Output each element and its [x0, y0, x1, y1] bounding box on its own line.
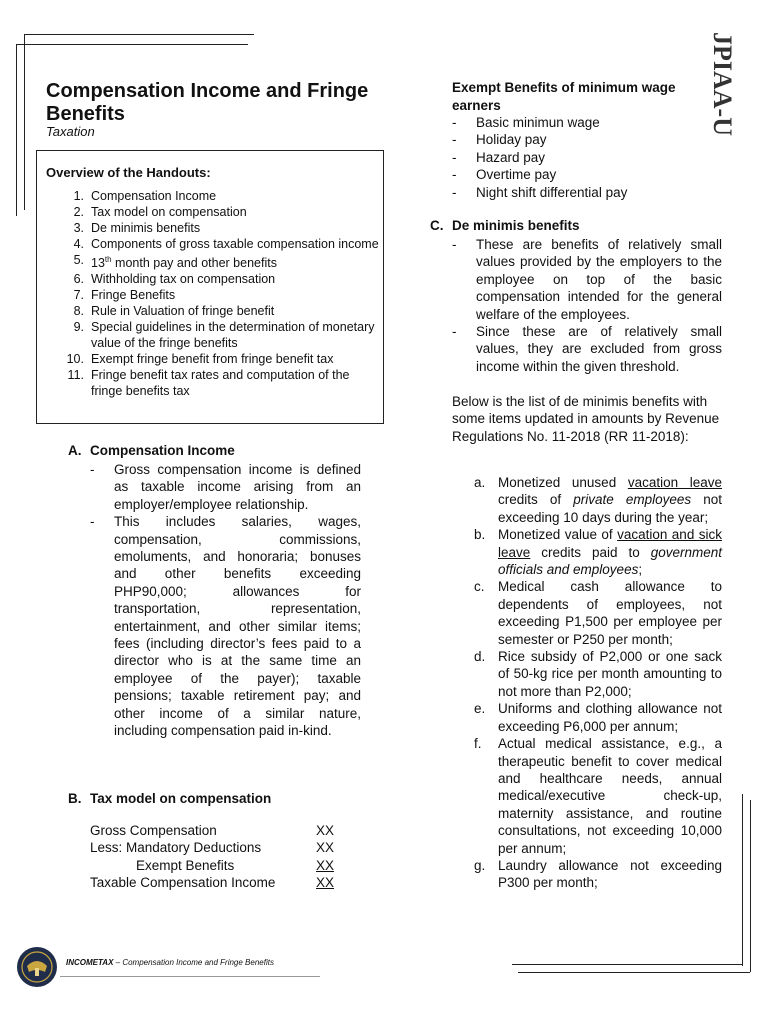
section-a-heading: A. Compensation Income — [68, 443, 235, 458]
table-row: Exempt Benefits XX — [136, 857, 335, 873]
list-item: e. Uniforms and clothing allowance not exceeding P6,000 per annum; — [474, 701, 722, 734]
page-title: Compensation Income and Fringe Benefits — [46, 80, 369, 125]
list-item: 3. De minimis benefits — [73, 221, 201, 235]
list-item: 11. Fringe benefit tax rates and computation of the fringe benefits tax — [67, 368, 350, 399]
frame-line — [24, 34, 25, 210]
footer-text: INCOMETAX – Compensation Income and Fringe Benefits — [66, 958, 274, 967]
list-item: d. Rice subsidy of P2,000 or one sack of 50-kg rice per month amounting to not more than P2,000; — [474, 649, 722, 699]
frame-line — [512, 964, 742, 965]
list-item: 5. 13th month pay and other benefits — [73, 253, 277, 271]
list-item: - Basic minimun wage — [452, 115, 600, 130]
overview-box — [36, 150, 384, 424]
organization-seal-icon — [16, 946, 58, 988]
frame-line — [24, 34, 254, 35]
list-item: c. Medical cash allowance to dependents of employees, not exceeding P1,500 per employee per semester or P250 per month; — [474, 579, 722, 647]
list-item: - Hazard pay — [452, 149, 546, 165]
frame-line — [750, 800, 751, 972]
list-item: g. Laundry allowance not exceeding P300 per month; — [474, 857, 722, 891]
side-label-text: JPIAA-U — [708, 32, 737, 136]
list-item: 8. Rule in Valuation of fringe benefit — [73, 304, 275, 319]
list-item: 10. Exempt fringe benefit from fringe benefit tax — [66, 352, 334, 367]
exempt-list — [452, 114, 722, 201]
list-item: b. Monetized value of vacation and sick leave credits paid to government officials and employees; — [474, 527, 722, 578]
de-minimis-intro: Below is the list of de minimis benefits with some items updated in amounts by Revenue Regulations No. 11-2018 (RR 11-2018): — [452, 394, 720, 444]
list-item: 1. Compensation Income — [73, 189, 217, 203]
list-item: 7. Fringe Benefits — [73, 288, 176, 303]
list-item: - Since these are of relatively small values, they are excluded from gross income within the given threshold. — [452, 324, 722, 374]
list-item: - Holiday pay — [452, 132, 547, 148]
list-item: 4. Components of gross taxable compensation income — [73, 237, 379, 251]
list-item: - Night shift differential pay — [452, 184, 628, 200]
table-row: Gross Compensation XX — [90, 823, 335, 838]
table-row: Taxable Compensation Income XX — [90, 875, 335, 891]
section-b-heading: B. Tax model on compensation — [68, 791, 272, 806]
tax-model-table — [90, 822, 350, 892]
list-item: - This includes salaries, wages, compensation, commissions, emoluments, and honoraria; bonuses and other benefits exceeding PHP90,000; allowances for transportation, representation, entertainment, and other similar items; fees (including director’s fees paid to a director who is at the same time an employee of the payer); taxable pensions; taxable retirement pay; and other income of a similar nature, including compensation paid in-kind. — [90, 514, 361, 739]
overview-heading: Overview of the Handouts: — [46, 165, 211, 180]
list-item: - Overtime pay — [452, 167, 557, 183]
exempt-heading: Exempt Benefits of minimum wage earners — [452, 80, 676, 113]
section-c-list — [452, 236, 722, 375]
page-subtitle: Taxation — [46, 124, 95, 139]
list-item: f. Actual medical assistance, e.g., a therapeutic benefit to cover medical and healthcare needs, annual medical/executive check-up, maternity assistance, and routine consultations, not exceeding 10,000 per annum; — [474, 736, 722, 856]
list-item: - Gross compensation income is defined as taxable income arising from an employer/employee relationship. — [90, 462, 361, 512]
section-c-heading: C. De minimis benefits — [430, 218, 580, 233]
list-item: - These are benefits of relatively small values provided by the employers to the employee on top of the basic compensation intended for the general welfare of the employees. — [452, 237, 722, 322]
list-item: 9. Special guidelines in the determination of monetary value of the fringe benefits — [73, 320, 375, 351]
section-a-list — [90, 461, 361, 740]
list-item: 6. Withholding tax on compensation — [73, 272, 276, 287]
frame-line — [16, 44, 17, 216]
frame-line — [16, 44, 248, 45]
table-row: Less: Mandatory Deductions XX — [90, 840, 335, 856]
footer-rule — [60, 976, 320, 977]
frame-line — [742, 794, 743, 966]
overview-list — [57, 188, 379, 399]
frame-line — [518, 972, 750, 973]
list-item: a. Monetized unused vacation leave credits of private employees not exceeding 10 days during the year; — [474, 475, 723, 525]
list-item: 2. Tax model on compensation — [73, 205, 247, 219]
de-minimis-list — [474, 474, 722, 892]
